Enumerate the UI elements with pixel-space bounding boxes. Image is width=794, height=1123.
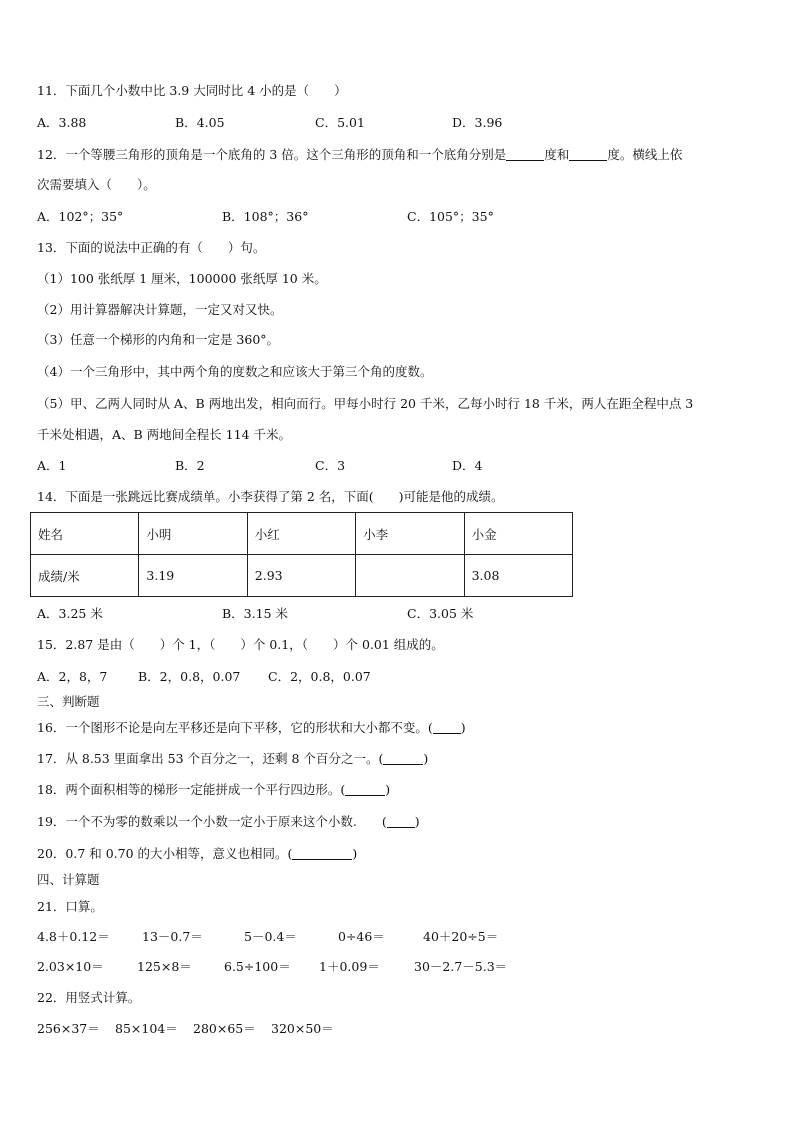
question-18: [37, 781, 390, 799]
q21-expr: 1＋0.09＝: [319, 959, 380, 974]
q15-option-c: C．2，0.8，0.07: [268, 669, 371, 684]
score-table: [30, 512, 573, 597]
q12-option-c: C．105°；35°: [407, 209, 494, 224]
q22-expr: 256×37＝: [37, 1021, 100, 1036]
q13-statement-2: （2）用计算器解决计算题，一定又对又快。: [37, 302, 283, 317]
table-cell: 3.08: [464, 555, 572, 597]
q19-text: 19．一个不为零的数乘以一个小数一定小于原来这个小数. (: [37, 814, 387, 829]
q17-answer-blank[interactable]: [383, 752, 423, 765]
q13-option-a: A．1: [37, 458, 67, 473]
q12-option-a: A．102°；35°: [37, 209, 124, 224]
table-row: [31, 555, 573, 597]
q21-expr: 125×8＝: [137, 959, 192, 974]
q11-option-c: C．5.01: [315, 115, 365, 130]
table-cell: 2.93: [247, 555, 355, 597]
table-cell: 成绩/米: [31, 555, 139, 597]
q21-expr: 6.5÷100＝: [224, 959, 291, 974]
q12-blank-2[interactable]: [569, 148, 607, 161]
question-22-stem: 22．用竖式计算。: [37, 990, 141, 1005]
q13-statement-5-line1: （5）甲、乙两人同时从 A、B 两地出发，相向而行。甲每小时行 20 千米，乙每小时行 18 千米，两人在距全程中点 3: [37, 396, 694, 411]
question-19: [37, 813, 420, 831]
q13-statement-1: （1）100 张纸厚 1 厘米，100000 张纸厚 10 米。: [37, 271, 327, 286]
question-11-stem: 11．下面几个小数中比 3.9 大同时比 4 小的是（ ）: [37, 83, 347, 98]
q22-expr: 85×104＝: [115, 1021, 178, 1036]
q16-answer-blank[interactable]: [433, 721, 461, 734]
q12-stem-part-c: 度。横线上依: [607, 147, 683, 162]
q12-blank-1[interactable]: [506, 148, 544, 161]
q13-option-c: C．3: [315, 458, 346, 473]
q21-expr: 2.03×10＝: [37, 959, 104, 974]
q16-close-paren: ): [460, 720, 466, 735]
question-20: [37, 845, 357, 863]
table-cell: 小明: [139, 513, 247, 555]
q18-answer-blank[interactable]: [345, 783, 385, 796]
q20-answer-blank[interactable]: [292, 847, 352, 860]
q13-statement-3: （3）任意一个梯形的内角和一定是 360°。: [37, 332, 280, 347]
table-cell: 姓名: [31, 513, 139, 555]
q12-option-b: B．108°；36°: [222, 209, 309, 224]
q17-text: 17．从 8.53 里面拿出 53 个百分之一，还剩 8 个百分之一。(: [37, 751, 384, 766]
q14-option-a: A．3.25 米: [37, 606, 103, 621]
question-14-stem: 14．下面是一张跳远比赛成绩单。小李获得了第 2 名，下面( )可能是他的成绩。: [37, 489, 504, 504]
table-row: [31, 513, 573, 555]
q14-option-c: C．3.05 米: [407, 606, 474, 621]
q20-close-paren: ): [352, 846, 358, 861]
question-15-stem: 15．2.87 是由（ ）个 1，（ ）个 0.1，（ ）个 0.01 组成的。: [37, 637, 444, 652]
q13-option-b: B．2: [175, 458, 205, 473]
section-heading-judgement: 三、判断题: [37, 694, 100, 709]
question-12-stem-line2: 次需要填入（ ）。: [37, 177, 156, 192]
question-16: [37, 719, 466, 737]
q11-option-a: A．3.88: [37, 115, 87, 130]
question-13-stem: 13．下面的说法中正确的有（ ）句。: [37, 240, 266, 255]
q21-expr: 13－0.7＝: [142, 929, 203, 944]
q18-text: 18．两个面积相等的梯形一定能拼成一个平行四边形。(: [37, 782, 346, 797]
q11-option-b: B．4.05: [175, 115, 225, 130]
q16-text: 16．一个图形不论是向左平移还是向下平移，它的形状和大小都不变。(: [37, 720, 433, 735]
q21-expr: 30－2.7－5.3＝: [414, 959, 508, 974]
q21-expr: 5－0.4＝: [244, 929, 297, 944]
question-17: [37, 750, 428, 768]
q15-option-a: A．2，8，7: [37, 669, 108, 684]
q21-expr: 40＋20÷5＝: [423, 929, 499, 944]
q19-answer-blank[interactable]: [387, 815, 415, 828]
q11-option-d: D．3.96: [452, 115, 503, 130]
q13-option-d: D．4: [452, 458, 483, 473]
q13-statement-4: （4）一个三角形中，其中两个角的度数之和应该大于第三个角的度数。: [37, 364, 433, 379]
q12-stem-part-b: 度和: [544, 147, 570, 162]
q22-expr: 320×50＝: [271, 1021, 334, 1036]
question-21-stem: 21．口算。: [37, 899, 103, 914]
q18-close-paren: ): [385, 782, 391, 797]
question-12-stem-line1: [37, 146, 682, 164]
q12-stem-part-a: 12．一个等腰三角形的顶角是一个底角的 3 倍。这个三角形的顶角和一个底角分别是: [37, 147, 507, 162]
table-cell: 小红: [247, 513, 355, 555]
q13-statement-5-line2: 千米处相遇，A、B 两地间全程长 114 千米。: [37, 427, 291, 442]
q14-option-b: B．3.15 米: [222, 606, 288, 621]
q17-close-paren: ): [423, 751, 429, 766]
table-cell: 3.19: [139, 555, 247, 597]
table-cell-empty: [356, 555, 464, 597]
q21-expr: 4.8＋0.12＝: [37, 929, 110, 944]
table-cell: 小李: [356, 513, 464, 555]
section-heading-calculation: 四、计算题: [37, 872, 100, 887]
q22-expr: 280×65＝: [193, 1021, 256, 1036]
q15-option-b: B．2，0.8，0.07: [138, 669, 241, 684]
q19-close-paren: ): [414, 814, 420, 829]
table-cell: 小金: [464, 513, 572, 555]
q21-expr: 0÷46＝: [338, 929, 385, 944]
q20-text: 20．0.7 和 0.70 的大小相等，意义也相同。(: [37, 846, 293, 861]
